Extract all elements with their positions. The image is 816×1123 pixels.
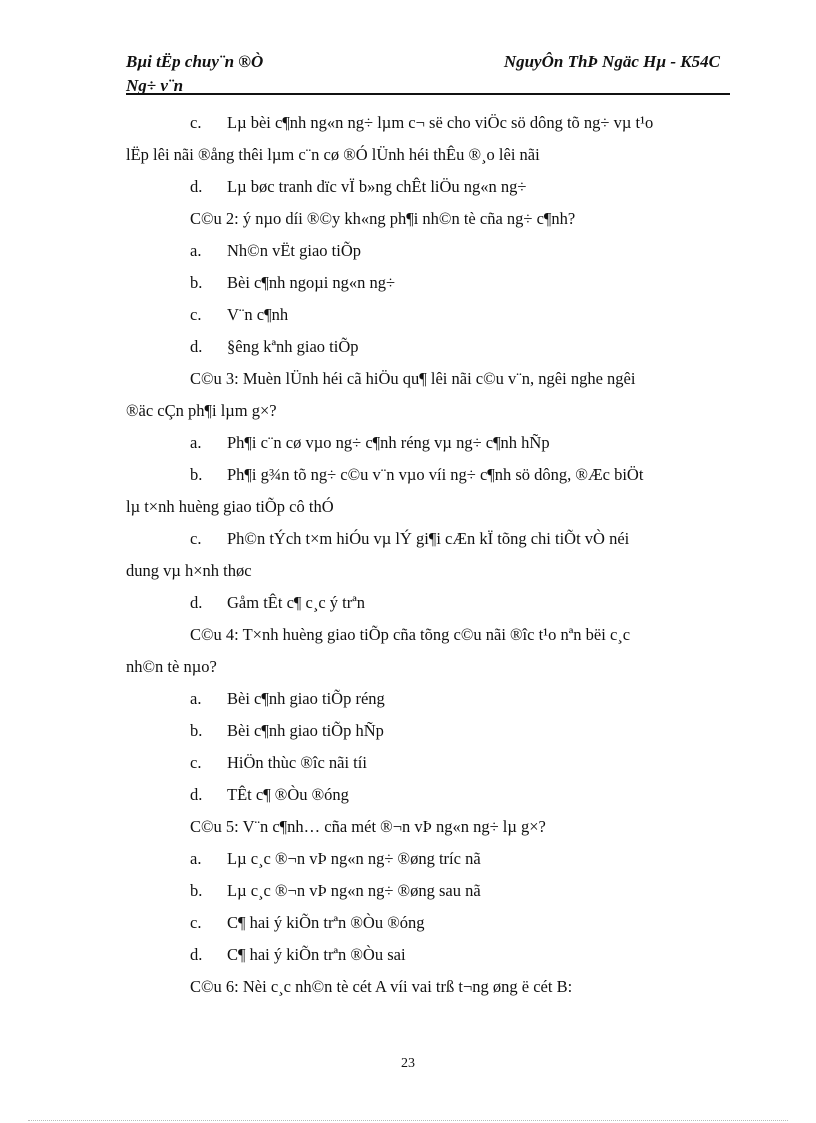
option-label: a. — [190, 689, 202, 708]
option-label: b. — [190, 465, 203, 484]
line-text: lËp lêi nãi ®ång thêi lµm c¨n cø ®Ó lÜnh héi thÊu ®¸o lêi nãi — [126, 145, 540, 164]
text-line — [190, 843, 481, 875]
text-line — [190, 779, 349, 811]
line-text: C¶ hai ý kiÕn trªn ®Òu ®óng — [227, 913, 425, 932]
text-line — [126, 555, 252, 587]
line-text: Bèi c¶nh ngoµi ng«n ng÷ — [227, 273, 396, 292]
option-label: d. — [190, 785, 203, 804]
text-line — [126, 651, 217, 683]
text-line — [190, 939, 406, 971]
option-label: d. — [190, 337, 203, 356]
question-line — [190, 971, 572, 1003]
text-line — [190, 331, 359, 363]
text-line — [190, 715, 384, 747]
text-line — [126, 491, 334, 523]
text-line — [190, 523, 629, 555]
text-line — [190, 907, 425, 939]
text-line — [190, 427, 550, 459]
header-title-line2: Ng÷ v¨n — [126, 76, 184, 95]
option-label: a. — [190, 849, 202, 868]
option-label: d. — [190, 945, 203, 964]
option-label: c. — [190, 913, 202, 932]
option-label: b. — [190, 273, 203, 292]
line-text: Bèi c¶nh giao tiÕp réng — [227, 689, 385, 708]
line-text: Ph¶i c¨n cø vµo ng÷ c¶nh réng vµ ng÷ c¶nh hÑp — [227, 433, 550, 452]
line-text: Ph©n tÝch t×m hiÓu vµ lÝ gi¶i cÆn kÏ tõng chi tiÕt vÒ néi — [227, 529, 630, 548]
line-text: Lµ bèi c¶nh ng«n ng÷ lµm c¬ së cho viÖc sö dông tõ ng÷ vµ t¹o — [227, 113, 654, 132]
page-header — [126, 48, 730, 96]
text-line — [126, 139, 540, 171]
option-label: a. — [190, 433, 202, 452]
line-text: C©u 5: V¨n c¶nh… cña mét ®¬n vÞ ng«n ng÷ lµ g×? — [190, 817, 546, 836]
text-line — [190, 459, 643, 491]
line-text: ®äc cÇn ph¶i lµm g×? — [126, 401, 277, 420]
line-text: §êng kªnh giao tiÕp — [227, 337, 359, 356]
line-text: C©u 3: Muèn lÜnh héi cã hiÖu qu¶ lêi nãi c©u v¨n, ngêi nghe ngêi — [190, 369, 636, 388]
text-line — [190, 171, 526, 203]
question-line — [190, 203, 575, 235]
line-text: C©u 6: Nèi c¸c nh©n tè cét A víi vai trß t¬ng øng ë cét B: — [190, 977, 573, 996]
header-title-line1: Bµi tËp chuy¨n ®Ò — [126, 52, 264, 71]
bottom-dotted-rule — [28, 1120, 788, 1121]
option-label: d. — [190, 593, 203, 612]
question-line — [190, 619, 630, 651]
option-label: c. — [190, 305, 202, 324]
option-label: a. — [190, 241, 202, 260]
line-text: C©u 2: ý nµo díi ®©y kh«ng ph¶i nh©n tè cña ng÷ c¶nh? — [190, 209, 576, 228]
line-text: HiÖn thùc ®îc nãi tíi — [227, 753, 367, 772]
header-author: NguyÔn ThÞ Ngäc Hµ - K54C — [503, 52, 720, 71]
question-line — [190, 363, 635, 395]
text-line — [190, 235, 361, 267]
text-line — [190, 683, 385, 715]
text-line — [190, 267, 395, 299]
text-line — [190, 299, 288, 331]
option-label: b. — [190, 881, 203, 900]
text-line — [190, 747, 367, 779]
line-text: nh©n tè nµo? — [126, 657, 217, 676]
text-line — [190, 587, 365, 619]
page-number: 23 — [401, 1056, 415, 1071]
question-line — [190, 811, 546, 843]
header-rule — [126, 93, 730, 95]
line-text: Nh©n vËt giao tiÕp — [227, 241, 361, 260]
header-left — [126, 50, 263, 98]
line-text: Ph¶i g¾n tõ ng÷ c©u v¨n vµo víi ng÷ c¶nh sö dông, ®Æc biÖt — [227, 465, 644, 484]
line-text: TÊt c¶ ®Òu ®óng — [227, 785, 349, 804]
line-text: Bèi c¶nh giao tiÕp hÑp — [227, 721, 384, 740]
text-line — [190, 107, 653, 139]
line-text: Lµ c¸c ®¬n vÞ ng«n ng÷ ®øng tríc nã — [227, 849, 481, 868]
option-label: d. — [190, 177, 203, 196]
option-label: c. — [190, 113, 202, 132]
line-text: dung vµ h×nh thøc — [126, 561, 252, 580]
line-text: C©u 4: T×nh huèng giao tiÕp cña tõng c©u nãi ®îc t¹o nªn bëi c¸c — [190, 625, 631, 644]
text-line — [190, 875, 481, 907]
option-label: c. — [190, 529, 202, 548]
line-text: V¨n c¶nh — [227, 305, 289, 324]
option-label: b. — [190, 721, 203, 740]
option-label: c. — [190, 753, 202, 772]
line-text: lµ t×nh huèng giao tiÕp cô thÓ — [126, 497, 334, 516]
line-text: C¶ hai ý kiÕn trªn ®Òu sai — [227, 945, 406, 964]
line-text: Lµ c¸c ®¬n vÞ ng«n ng÷ ®øng sau nã — [227, 881, 481, 900]
line-text: Lµ bøc tranh dïc vÏ b»ng chÊt liÖu ng«n ng÷ — [227, 177, 527, 196]
text-line — [126, 395, 277, 427]
line-text: Gåm tÊt c¶ c¸c ý trªn — [227, 593, 366, 612]
